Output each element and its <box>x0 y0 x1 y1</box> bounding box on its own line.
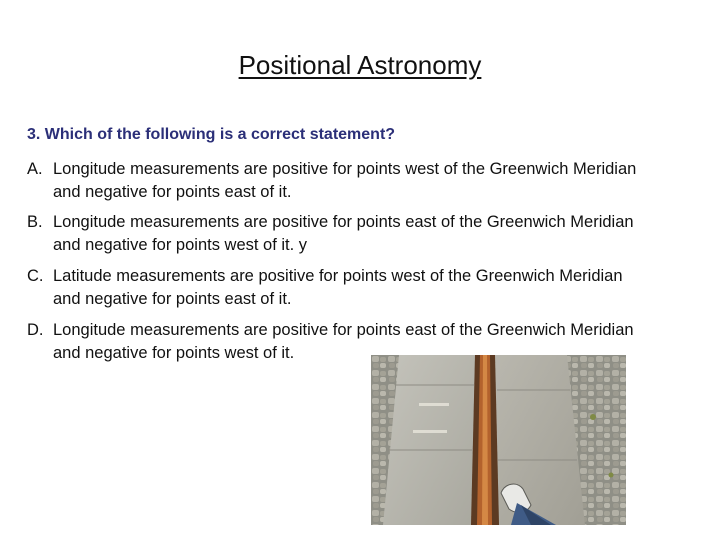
option-line: and negative for points east of it. <box>53 290 292 308</box>
option-letter: C. <box>27 267 44 285</box>
option-line: Longitude measurements are positive for points east of the Greenwich Meridian <box>53 213 634 231</box>
option-c <box>27 265 707 311</box>
option-line: and negative for points west of it. <box>53 344 295 362</box>
slide-title: Positional Astronomy <box>238 50 482 80</box>
option-letter: D. <box>27 321 44 339</box>
option-line: Longitude measurements are positive for points east of the Greenwich Meridian <box>53 321 634 339</box>
option-b <box>27 211 707 257</box>
option-line: Longitude measurements are positive for points west of the Greenwich Meridian <box>53 160 637 178</box>
option-line: and negative for points west of it. y <box>53 236 308 254</box>
question-text: 3. Which of the following is a correct statement? <box>27 126 396 143</box>
option-line: Latitude measurements are positive for points west of the Greenwich Meridian <box>53 267 623 285</box>
option-a <box>27 158 707 204</box>
meridian-photo <box>371 355 626 525</box>
option-letter: B. <box>27 213 43 231</box>
option-letter: A. <box>27 160 43 178</box>
option-line: and negative for points east of it. <box>53 183 292 201</box>
